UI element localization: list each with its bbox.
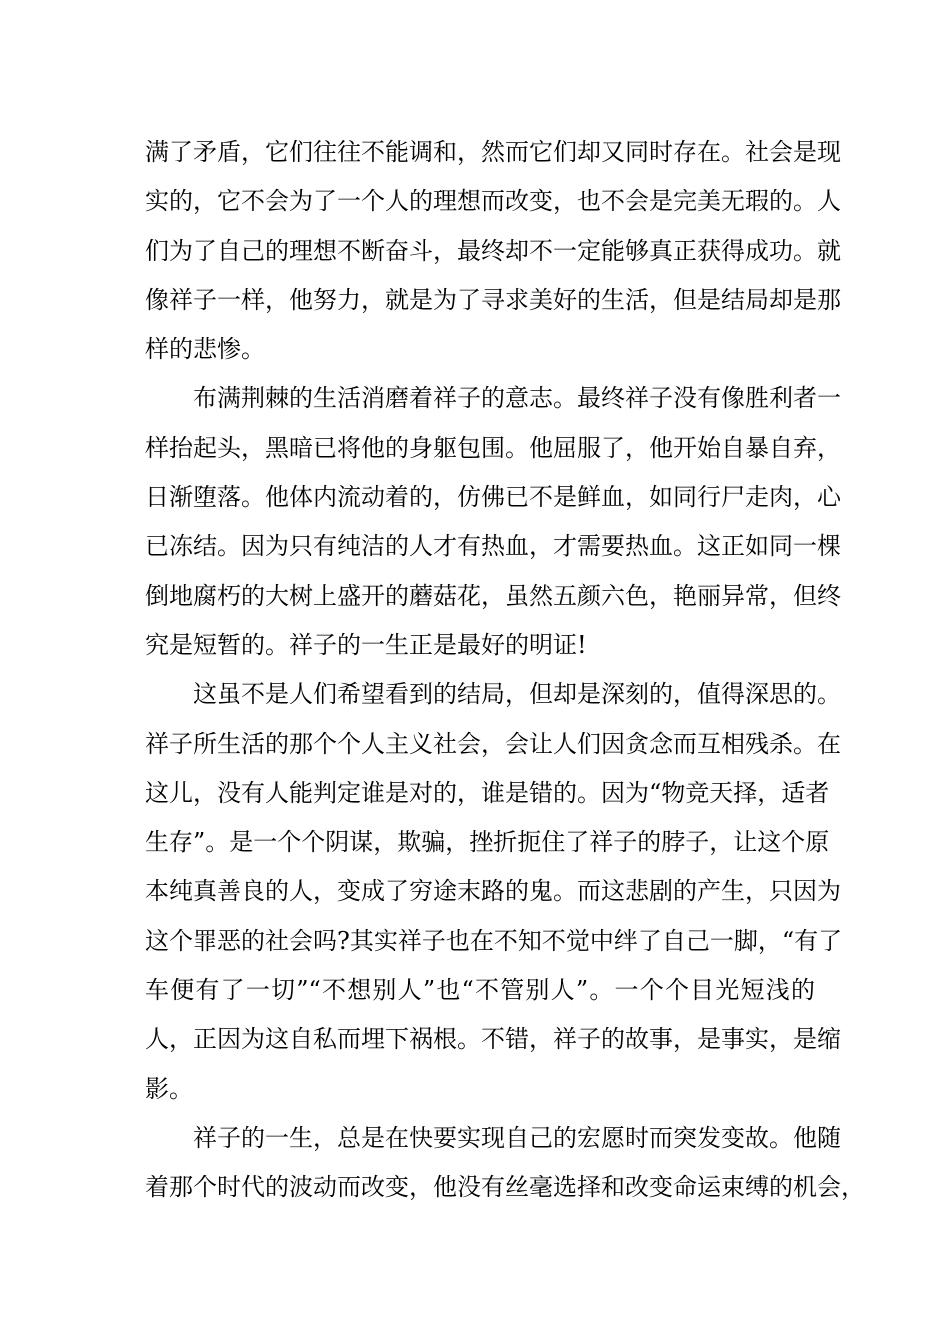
paragraph: [145, 670, 843, 1114]
text-line: 影。: [145, 1074, 193, 1103]
text-line: 这儿，没有人能判定谁是对的，谁是错的。因为“物竞天择，适者: [145, 778, 830, 807]
text-line: 样的悲惨。: [145, 335, 265, 364]
text-line: 像祥子一样，他努力，就是为了寻求美好的生活，但是结局却是那: [145, 285, 841, 314]
text-line: 车便有了一切”“不想别人”也“不管别人”。一个个目光短浅的: [145, 976, 815, 1005]
text-line: 生存”。是一个个阴谋，欺骗，挫折扼住了祥子的脖子，让这个原: [145, 828, 830, 857]
paragraph: [145, 1114, 865, 1213]
paragraph: [145, 128, 841, 374]
text-line: 实的，它不会为了一个人的理想而改变，也不会是完美无瑕的。人: [145, 187, 841, 216]
text-line: 倒地腐朽的大树上盛开的蘑菇花，虽然五颜六色，艳丽异常，但终: [145, 581, 841, 610]
text-line: 布满荆棘的生活消磨着祥子的意志。最终祥子没有像胜利者一: [193, 384, 841, 413]
text-line: 这个罪恶的社会吗?其实祥子也在不知不觉中绊了自己一脚，“有了: [145, 926, 843, 955]
text-line: 祥子的一生，总是在快要实现自己的宏愿时而突发变故。他随: [193, 1123, 841, 1152]
text-line: 祥子所生活的那个个人主义社会，会让人们因贪念而互相残杀。在: [145, 729, 841, 758]
text-line: 究是短暂的。祥子的一生正是最好的明证!: [145, 630, 587, 659]
body-text: [145, 128, 865, 1213]
paragraph: [145, 374, 841, 670]
text-line: 们为了自己的理想不断奋斗，最终却不一定能够真正获得成功。就: [145, 236, 841, 265]
text-line: 样抬起头，黑暗已将他的身躯包围。他屈服了，他开始自暴自弃，: [145, 433, 841, 462]
text-line: 人，正因为这自私而埋下祸根。不错，祥子的故事，是事实，是缩: [145, 1025, 841, 1054]
text-line: 已冻结。因为只有纯洁的人才有热血，才需要热血。这正如同一棵: [145, 532, 841, 561]
text-line: 日渐堕落。他体内流动着的，仿佛已不是鲜血，如同行尸走肉，心: [145, 483, 841, 512]
text-line: 满了矛盾，它们往往不能调和，然而它们却又同时存在。社会是现: [145, 138, 841, 166]
text-line: 本纯真善良的人，变成了穷途末路的鬼。而这悲剧的产生，只因为: [145, 877, 841, 906]
text-line: 这虽不是人们希望看到的结局，但却是深刻的，值得深思的。: [193, 680, 841, 709]
text-line: 着那个时代的波动而改变，他没有丝毫选择和改变命运束缚的机会，: [145, 1173, 865, 1202]
